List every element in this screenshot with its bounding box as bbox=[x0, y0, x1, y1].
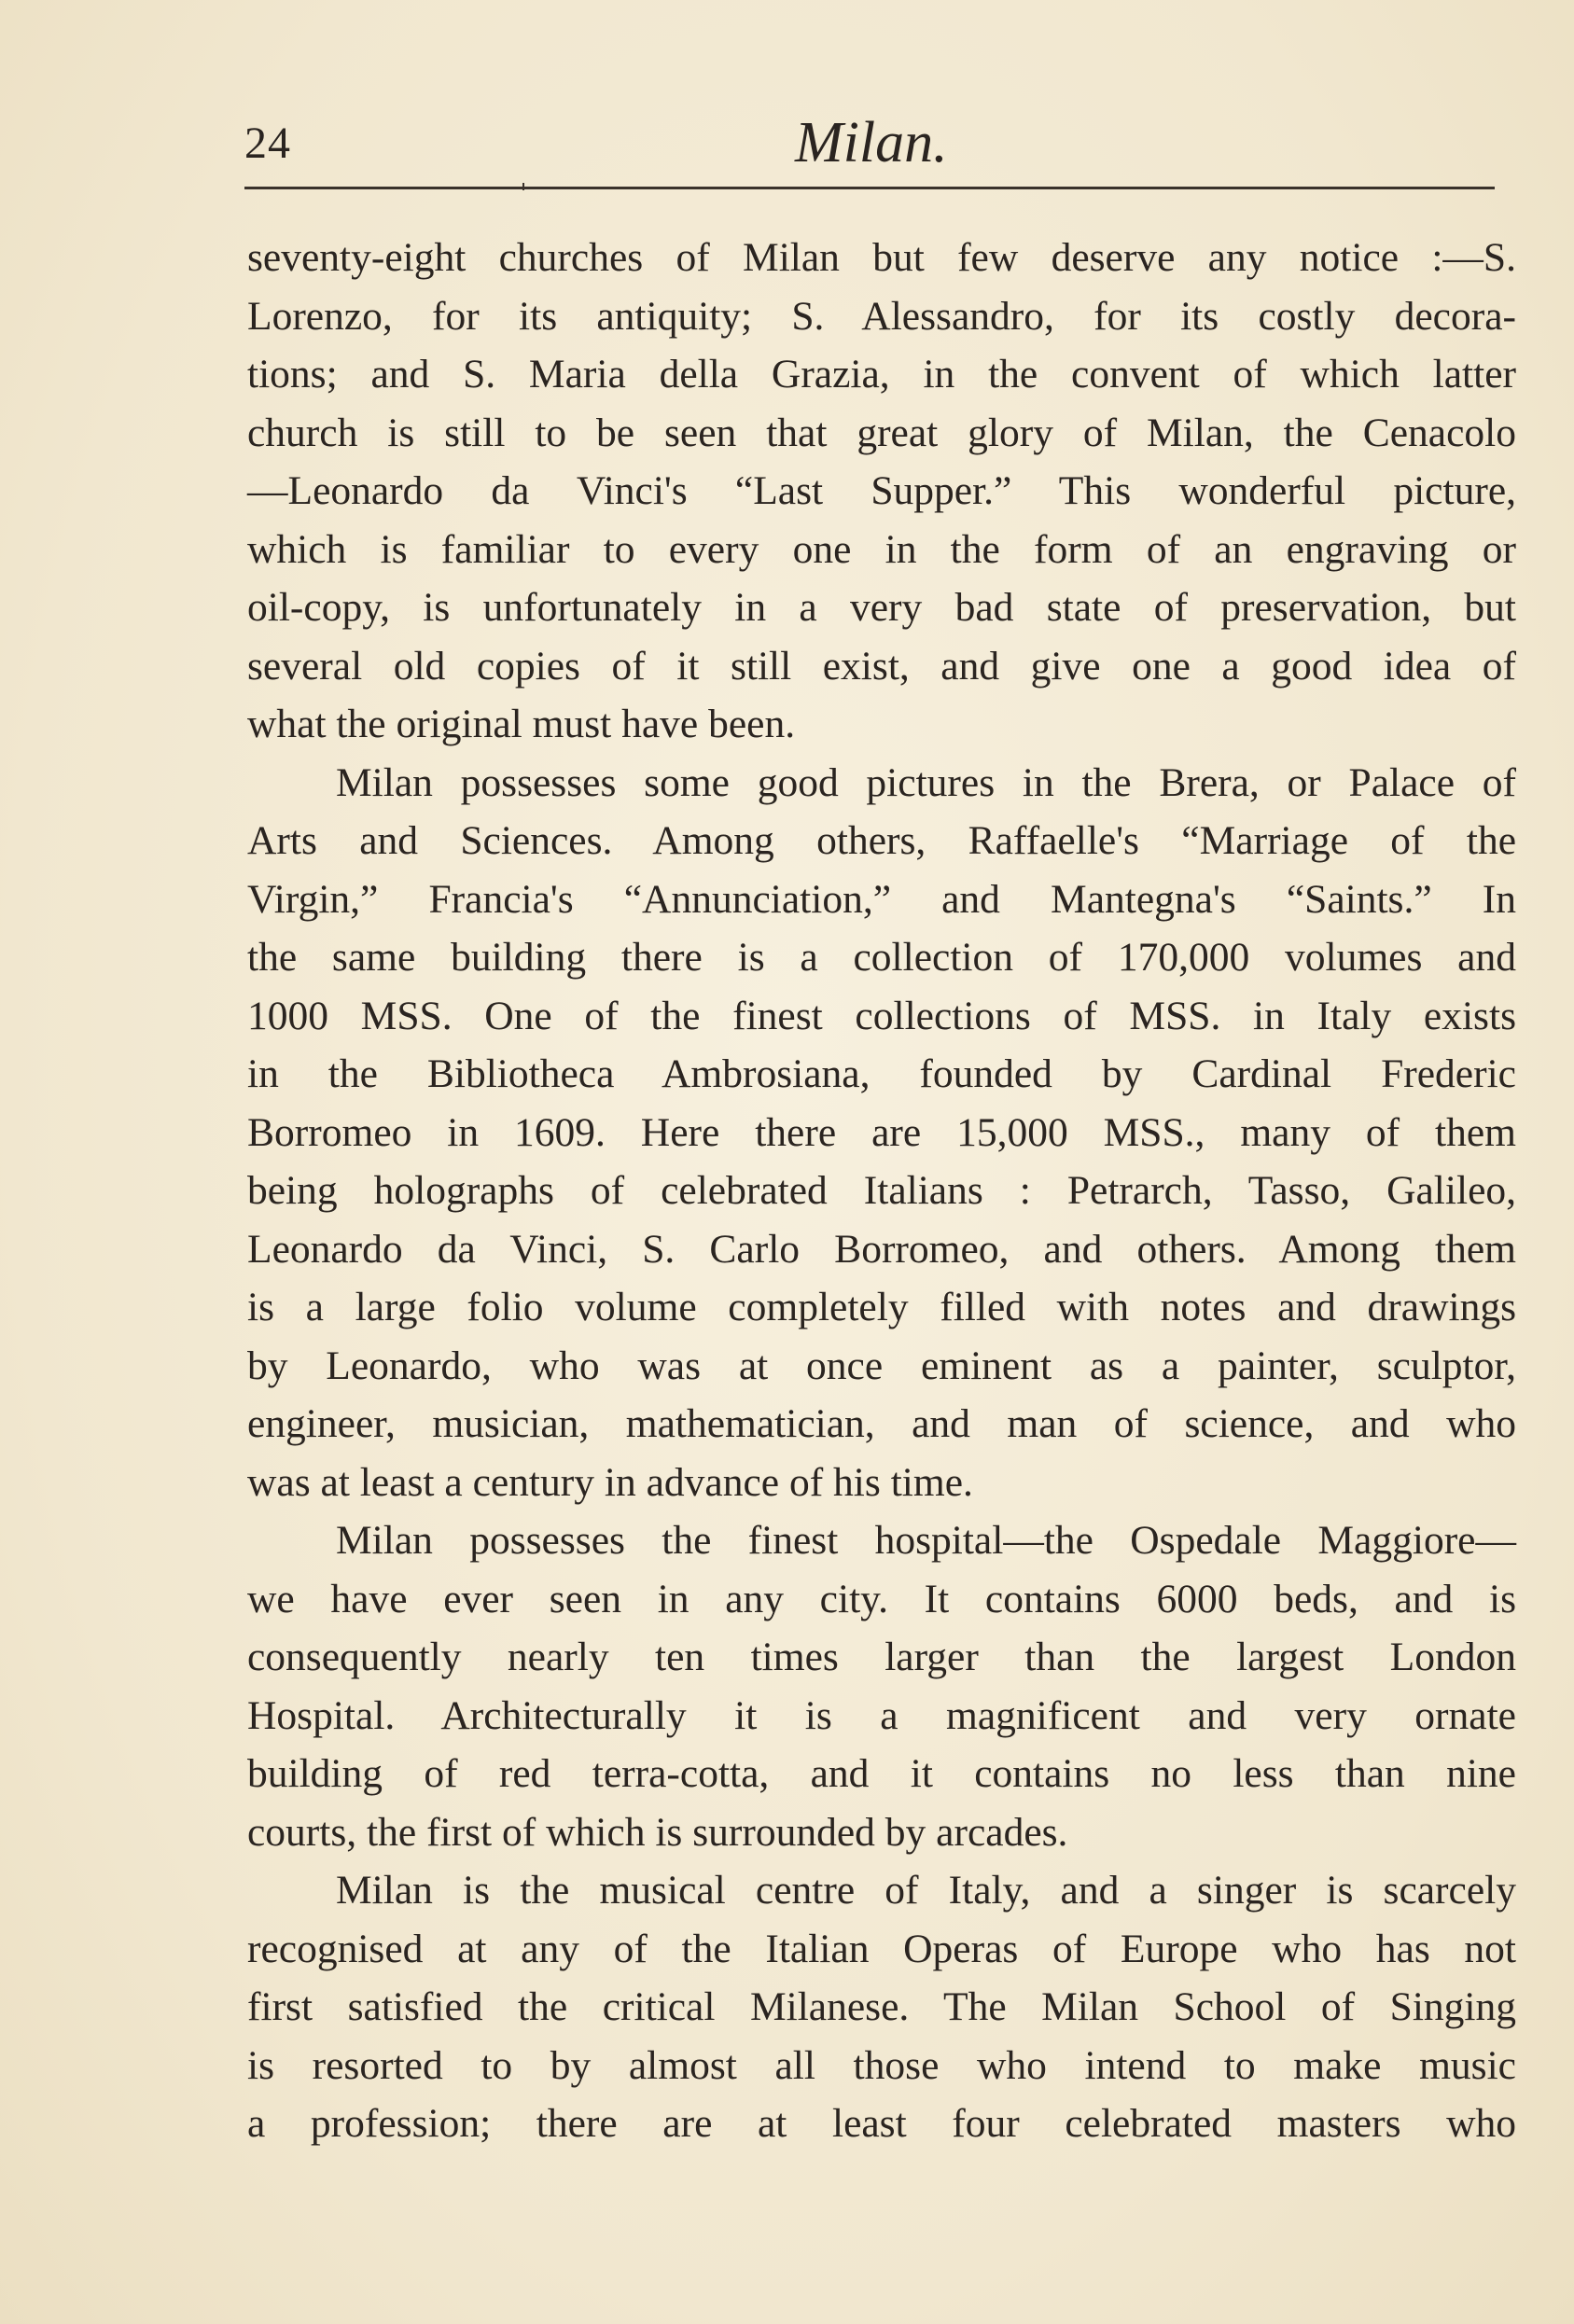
text-line: Milan is the musical centre of Italy, and a singer is scarcely bbox=[336, 1868, 1516, 1913]
header-rule bbox=[244, 187, 1495, 189]
text-line: building of red terra-cotta, and it contains no less than nine bbox=[247, 1751, 1516, 1796]
text-line: oil-copy, is unfortunately in a very bad state of preservation, but bbox=[247, 585, 1516, 630]
text-line: being holographs of celebrated Italians : Petrarch, Tasso, Galileo, bbox=[247, 1168, 1516, 1213]
text-line: —Leonardo da Vinci's “Last Supper.” This wonderful picture, bbox=[247, 468, 1516, 513]
header-rule-mark bbox=[522, 183, 524, 190]
text-line: in the Bibliotheca Ambrosiana, founded by Cardinal Frederic bbox=[247, 1051, 1516, 1096]
text-line: a profession; there are at least four celebrated masters who bbox=[247, 2101, 1516, 2146]
body-text bbox=[247, 229, 1516, 2153]
text-line: several old copies of it still exist, and give one a good idea of bbox=[247, 643, 1516, 689]
text-line: Hospital. Architecturally it is a magnificent and very ornate bbox=[247, 1692, 1516, 1738]
text-line: what the original must have been. bbox=[247, 702, 796, 746]
text-line: tions; and S. Maria della Grazia, in the convent of which latter bbox=[247, 352, 1516, 397]
text-line: was at least a century in advance of his time. bbox=[247, 1459, 973, 1505]
text-line: the same building there is a collection of 170,000 volumes and bbox=[247, 935, 1516, 980]
text-line: Milan possesses some good pictures in the Brera, or Palace of bbox=[336, 759, 1516, 805]
page-header bbox=[244, 110, 1495, 185]
text-line: Lorenzo, for its antiquity; S. Alessandro, for its costly decora- bbox=[247, 293, 1516, 339]
text-line: is a large folio volume completely filled with notes and drawings bbox=[247, 1285, 1516, 1329]
text-line: by Leonardo, who was at once eminent as a painter, sculptor, bbox=[247, 1343, 1516, 1388]
text-line: Virgin,” Francia's “Annunciation,” and Mantegna's “Saints.” In bbox=[247, 876, 1516, 922]
text-line: church is still to be seen that great glory of Milan, the Cenacolo bbox=[247, 410, 1516, 455]
text-line: first satisfied the critical Milanese. The Milan School of Singing bbox=[247, 1984, 1516, 2029]
text-line: engineer, musician, mathematician, and man of science, and who bbox=[247, 1401, 1516, 1446]
page-number: 24 bbox=[244, 118, 291, 168]
text-line: we have ever seen in any city. It contains 6000 beds, and is bbox=[247, 1576, 1516, 1621]
text-line: courts, the first of which is surrounded by arcades. bbox=[247, 1809, 1068, 1855]
text-line: Leonardo da Vinci, S. Carlo Borromeo, and others. Among them bbox=[247, 1226, 1516, 1272]
running-title: Milan. bbox=[795, 111, 948, 174]
text-line: Borromeo in 1609. Here there are 15,000 MSS., many of them bbox=[247, 1109, 1516, 1155]
text-line: 1000 MSS. One of the finest collections of MSS. in Italy exists bbox=[247, 993, 1516, 1038]
text-line: which is familiar to every one in the form of an engraving or bbox=[247, 526, 1516, 572]
text-line: Milan possesses the finest hospital—the Ospedale Maggiore— bbox=[336, 1518, 1516, 1563]
text-line: consequently nearly ten times larger than the largest London bbox=[247, 1635, 1516, 1679]
text-line: Arts and Sciences. Among others, Raffaelle's “Marriage of the bbox=[247, 818, 1516, 863]
text-line: is resorted to by almost all those who intend to make music bbox=[247, 2042, 1516, 2088]
text-line: recognised at any of the Italian Operas of Europe who has not bbox=[247, 1926, 1516, 1971]
text-line: seventy-eight churches of Milan but few deserve any notice :—S. bbox=[247, 235, 1516, 280]
